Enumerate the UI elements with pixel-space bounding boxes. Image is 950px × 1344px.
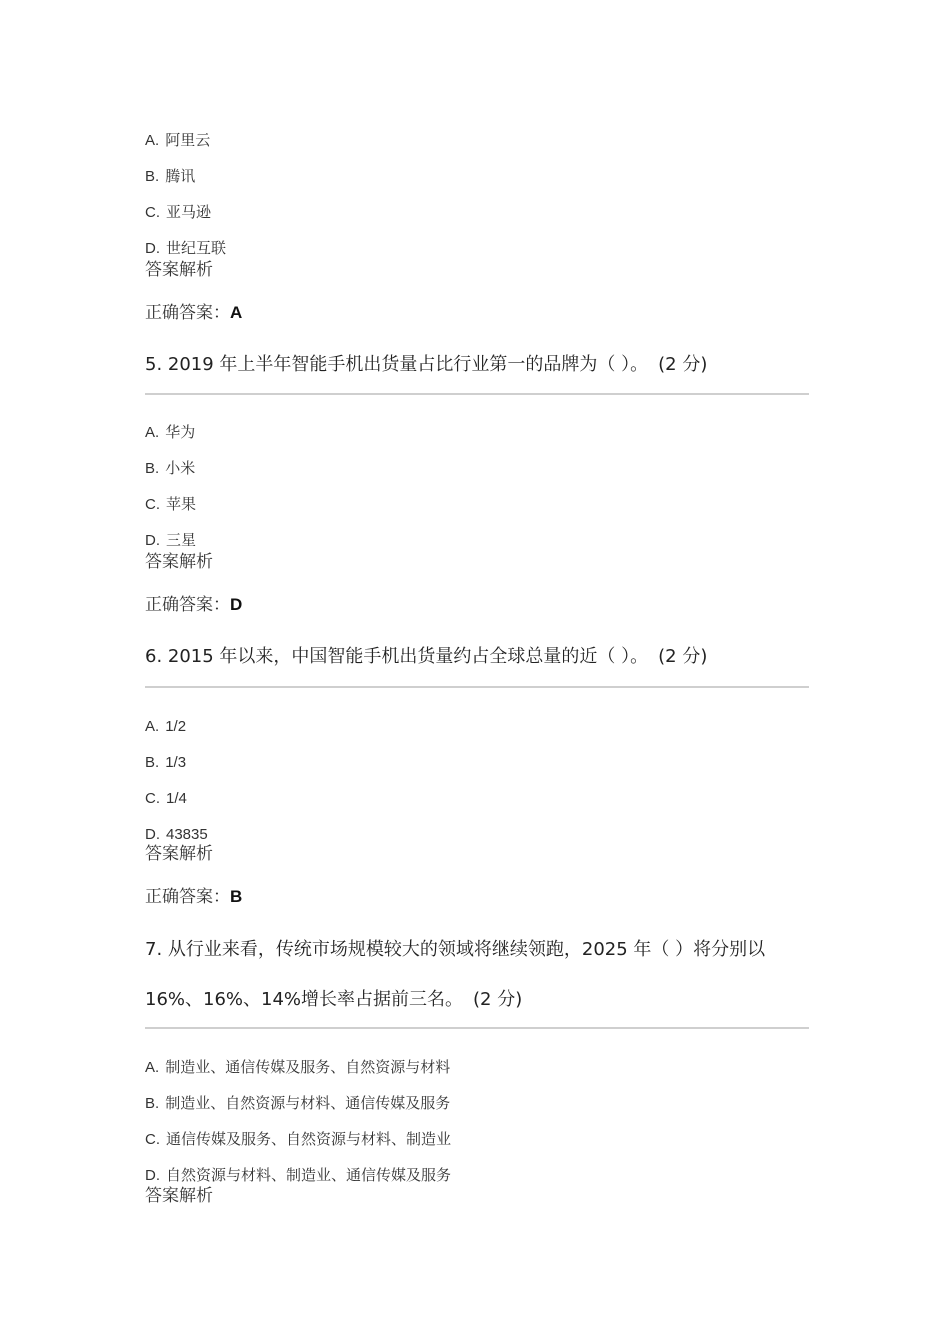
option-letter: D. xyxy=(145,532,160,549)
question-text: 5. 2019 年上半年智能手机出货量占比行业第一的品牌为（ ）。 xyxy=(145,354,649,375)
question-text: 6. 2015 年以来，中国智能手机出货量约占全球总量的近（ ）。 xyxy=(145,646,649,667)
q7-divider xyxy=(145,1027,809,1029)
option-letter: A. xyxy=(145,1059,160,1076)
q4-correct-answer xyxy=(145,303,242,323)
q6-correct-answer xyxy=(145,887,242,907)
q6-option-d[interactable] xyxy=(145,826,208,844)
option-text: 1/2 xyxy=(165,718,187,735)
q5-option-d[interactable] xyxy=(145,532,196,550)
q6-title xyxy=(145,646,707,668)
q5-option-a[interactable] xyxy=(145,424,195,442)
question-text: 16%、16%、14%增长率占据前三名。 xyxy=(145,989,464,1010)
answer-label: 正确答案： xyxy=(145,303,230,323)
q7-option-d[interactable] xyxy=(145,1167,451,1185)
q4-option-d[interactable] xyxy=(145,240,226,258)
q4-option-c[interactable] xyxy=(145,204,211,222)
option-letter: C. xyxy=(145,204,160,221)
q7-explain-toggle[interactable]: 答案解析 xyxy=(145,1186,213,1206)
option-text: 小米 xyxy=(165,460,196,477)
option-text: 华为 xyxy=(165,424,196,441)
q7-title-line2 xyxy=(145,989,522,1011)
q4-option-b[interactable] xyxy=(145,168,195,186)
option-letter: C. xyxy=(145,1131,160,1148)
q7-option-a[interactable] xyxy=(145,1059,450,1077)
q4-option-a[interactable] xyxy=(145,132,210,150)
q6-divider xyxy=(145,686,809,688)
q5-title xyxy=(145,354,707,376)
q7-option-c[interactable] xyxy=(145,1131,451,1149)
option-text: 世纪互联 xyxy=(166,240,227,257)
option-letter: D. xyxy=(145,1167,160,1184)
option-text: 1/3 xyxy=(165,754,187,771)
q5-option-b[interactable] xyxy=(145,460,195,478)
answer-value: A xyxy=(230,303,243,322)
option-text: 1/4 xyxy=(166,790,187,807)
q5-option-c[interactable] xyxy=(145,496,196,514)
q5-divider xyxy=(145,393,809,395)
question-score: (2 分) xyxy=(658,646,708,667)
question-score: (2 分) xyxy=(473,989,523,1010)
option-letter: D. xyxy=(145,240,160,257)
q5-correct-answer xyxy=(145,595,242,615)
option-letter: D. xyxy=(145,826,160,843)
option-letter: A. xyxy=(145,718,160,735)
option-text: 通信传媒及服务、自然资源与材料、制造业 xyxy=(166,1131,452,1148)
q6-option-c[interactable] xyxy=(145,790,187,808)
option-text: 制造业、通信传媒及服务、自然资源与材料 xyxy=(165,1059,451,1076)
option-letter: B. xyxy=(145,168,160,185)
option-text: 腾讯 xyxy=(165,168,196,185)
option-text: 阿里云 xyxy=(165,132,211,149)
q4-explain-toggle[interactable]: 答案解析 xyxy=(145,260,213,280)
option-text: 自然资源与材料、制造业、通信传媒及服务 xyxy=(166,1167,452,1184)
q6-option-b[interactable] xyxy=(145,754,186,772)
answer-label: 正确答案： xyxy=(145,595,230,615)
answer-value: D xyxy=(230,595,243,614)
question-score: (2 分) xyxy=(658,354,708,375)
option-letter: B. xyxy=(145,1095,160,1112)
option-text: 三星 xyxy=(166,532,197,549)
option-text: 亚马逊 xyxy=(166,204,212,221)
answer-value: B xyxy=(230,887,243,906)
q7-title-line1: 7. 从行业来看，传统市场规模较大的领域将继续领跑，2025 年（ ）将分别以 xyxy=(145,939,766,960)
option-letter: C. xyxy=(145,790,160,807)
option-text: 制造业、自然资源与材料、通信传媒及服务 xyxy=(165,1095,451,1112)
option-letter: A. xyxy=(145,424,160,441)
q5-explain-toggle[interactable]: 答案解析 xyxy=(145,552,213,572)
option-letter: A. xyxy=(145,132,160,149)
q6-explain-toggle[interactable]: 答案解析 xyxy=(145,844,213,864)
option-text: 苹果 xyxy=(166,496,197,513)
option-letter: B. xyxy=(145,754,160,771)
answer-label: 正确答案： xyxy=(145,887,230,907)
option-letter: B. xyxy=(145,460,160,477)
q6-option-a[interactable] xyxy=(145,718,186,736)
q7-option-b[interactable] xyxy=(145,1095,450,1113)
option-text: 43835 xyxy=(166,826,208,843)
option-letter: C. xyxy=(145,496,160,513)
